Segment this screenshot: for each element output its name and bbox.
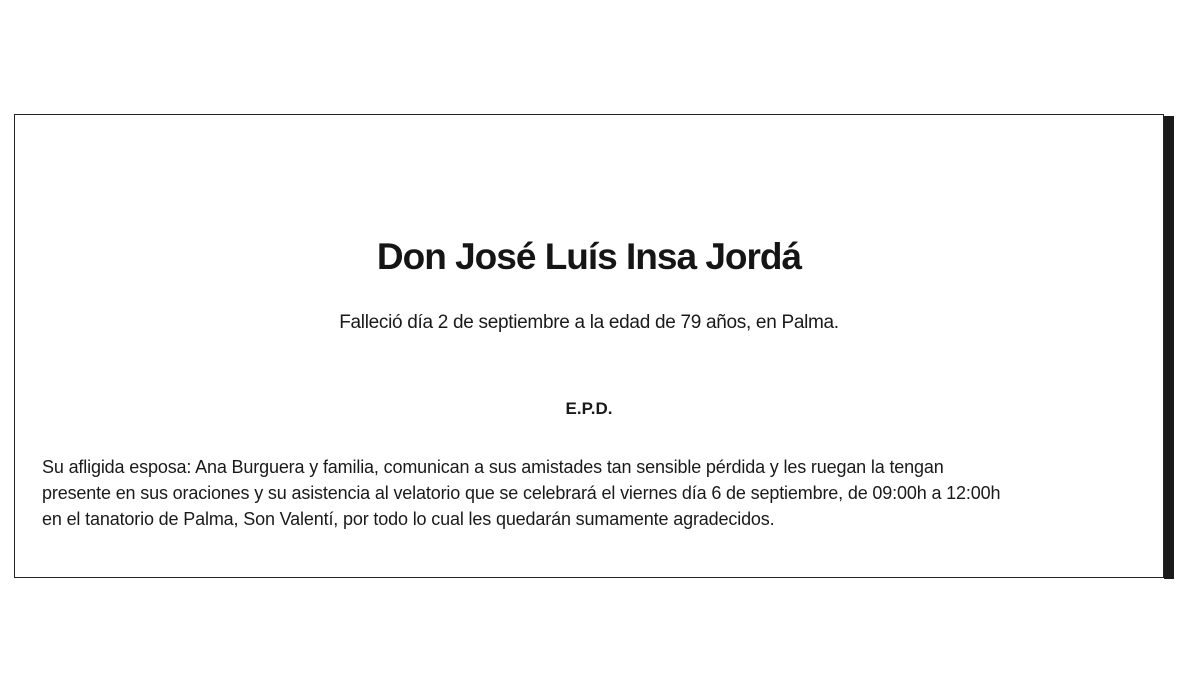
notice-body-line-3: en el tanatorio de Palma, Son Valentí, por todo lo cual les quedarán sumamente agradecidos.	[42, 509, 775, 529]
epd-label: E.P.D.	[565, 399, 613, 418]
obituary-notice	[14, 114, 1164, 578]
notice-body-line-1: Su afligida esposa: Ana Burguera y familia, comunican a sus amistades tan sensible pérdida y les ruegan la tengan	[42, 457, 944, 477]
notice-body-line-2: presente en sus oraciones y su asistencia al velatorio que se celebrará el viernes día 6 de septiembre, de 09:00h a 12:00h	[42, 483, 1001, 503]
notice-body	[42, 454, 1152, 532]
deceased-name: Don José Luís Insa Jordá	[376, 236, 802, 277]
notice-frame-shadow	[1164, 116, 1174, 579]
death-details: Falleció día 2 de septiembre a la edad de 79 años, en Palma.	[339, 312, 839, 333]
